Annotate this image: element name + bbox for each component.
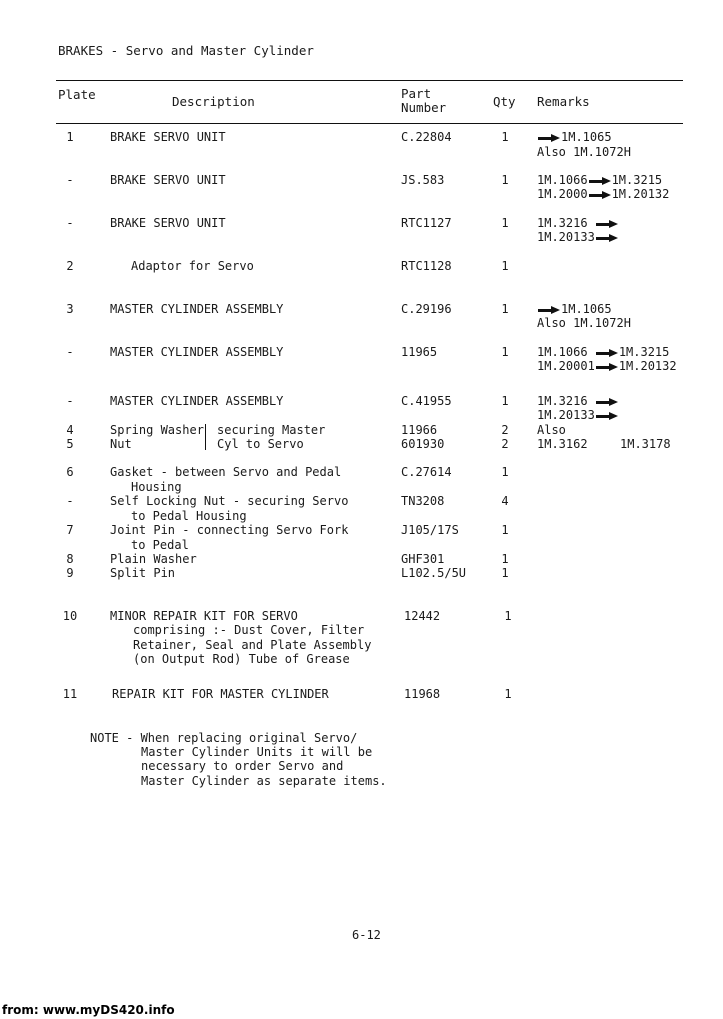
- row15-description: MINOR REPAIR KIT FOR SERVO: [110, 609, 298, 623]
- source-footer: from: www.myDS420.info: [2, 1003, 175, 1017]
- row7-plate: -: [66, 394, 74, 408]
- row9-part-number: 601930: [401, 437, 445, 451]
- arrow-right-icon: [538, 134, 560, 142]
- row5-remark-from: 1M.1065: [561, 302, 612, 316]
- row6-remark2-to: 1M.20132: [618, 359, 677, 373]
- arrow-right-icon: [596, 220, 618, 228]
- row11-description-line2: to Pedal Housing: [131, 509, 247, 523]
- header-part-line1: Part: [401, 86, 432, 101]
- row3-remarks-line2: [537, 230, 619, 245]
- row12-description-line2: to Pedal: [131, 538, 189, 552]
- row7-remark2-from: 1M.20133: [537, 408, 595, 422]
- row12-plate: 7: [66, 523, 74, 537]
- row10-description: Gasket - between Servo and Pedal: [110, 465, 342, 479]
- row6-remarks-line1: [537, 345, 669, 360]
- row3-part-number: RTC1127: [401, 216, 452, 230]
- row6-remark-from: 1M.1066: [537, 345, 588, 359]
- row12-qty: 1: [501, 523, 509, 537]
- row5-qty: 1: [501, 302, 509, 316]
- row9-description: Nut: [110, 437, 132, 451]
- page-title: BRAKES - Servo and Master Cylinder: [58, 43, 314, 58]
- row5-remarks-line1: [537, 302, 612, 317]
- row3-remarks-line1: [537, 216, 619, 231]
- arrow-right-icon: [589, 191, 611, 199]
- header-plate: Plate: [58, 87, 96, 102]
- row5-remarks-line2: Also 1M.1072H: [537, 316, 631, 330]
- row8-description-b: securing Master: [217, 423, 326, 437]
- row13-qty: 1: [501, 552, 509, 566]
- row2-remark-to: 1M.3215: [611, 173, 663, 187]
- header-remarks: Remarks: [537, 94, 590, 109]
- row12-part-number: J105/17S: [401, 523, 459, 537]
- arrow-right-icon: [596, 398, 618, 406]
- row4-qty: 1: [501, 259, 509, 273]
- row14-plate: 9: [66, 566, 74, 580]
- row2-qty: 1: [501, 173, 509, 187]
- row2-description: BRAKE SERVO UNIT: [110, 173, 226, 187]
- arrow-right-icon: [596, 234, 618, 242]
- arrow-right-icon: [589, 177, 611, 185]
- row8-description: Spring Washer: [110, 423, 204, 437]
- row2-plate: -: [66, 173, 74, 187]
- row5-part-number: C.29196: [401, 302, 452, 316]
- arrow-right-icon: [596, 349, 618, 357]
- row10-part-number: C.27614: [401, 465, 452, 479]
- row5-description: MASTER CYLINDER ASSEMBLY: [110, 302, 284, 316]
- row6-plate: -: [66, 345, 74, 359]
- row9-plate: 5: [66, 437, 74, 451]
- row3-plate: -: [66, 216, 74, 230]
- row2-remarks-line2: [537, 187, 669, 202]
- row16-description: REPAIR KIT FOR MASTER CYLINDER: [112, 687, 329, 701]
- row7-remarks-line1: [537, 394, 619, 409]
- row2-part-number: JS.583: [401, 173, 445, 187]
- page-number: 6-12: [352, 928, 381, 942]
- row7-remark-from: 1M.3216: [537, 394, 588, 408]
- row4-description: Adaptor for Servo: [131, 259, 254, 273]
- row3-qty: 1: [501, 216, 509, 230]
- row7-description: MASTER CYLINDER ASSEMBLY: [110, 394, 284, 408]
- row16-part-number: 11968: [404, 687, 441, 701]
- row16-qty: 1: [504, 687, 512, 701]
- arrow-right-icon: [596, 363, 618, 371]
- header-qty: Qty: [493, 94, 516, 109]
- row7-qty: 1: [501, 394, 509, 408]
- row6-qty: 1: [501, 345, 509, 359]
- row8-plate: 4: [66, 423, 74, 437]
- row3-description: BRAKE SERVO UNIT: [110, 216, 226, 230]
- row14-part-number: L102.5/5U: [401, 566, 467, 580]
- bracket-divider: [205, 424, 206, 450]
- arrow-right-icon: [596, 412, 618, 420]
- row12-description: Joint Pin - connecting Servo Fork: [110, 523, 349, 537]
- row13-plate: 8: [66, 552, 74, 566]
- row6-remarks-line2: [537, 359, 677, 374]
- row2-remarks-line1: [537, 173, 662, 188]
- row10-qty: 1: [501, 465, 509, 479]
- note-line1: NOTE - When replacing original Servo/: [90, 731, 358, 745]
- row10-plate: 6: [66, 465, 74, 479]
- row8-part-number: 11966: [401, 423, 438, 437]
- row4-plate: 2: [66, 259, 74, 273]
- row14-description: Split Pin: [110, 566, 176, 580]
- header-description: Description: [172, 94, 255, 109]
- row6-description: MASTER CYLINDER ASSEMBLY: [110, 345, 284, 359]
- row14-qty: 1: [501, 566, 509, 580]
- row15-plate: 10: [62, 609, 78, 623]
- row11-part-number: TN3208: [401, 494, 445, 508]
- row15-qty: 1: [504, 609, 512, 623]
- row13-description: Plain Washer: [110, 552, 197, 566]
- row8-qty: 2: [501, 423, 509, 437]
- row7-remarks-line2: [537, 408, 619, 423]
- row9-description-b: Cyl to Servo: [217, 437, 304, 451]
- note-line4: Master Cylinder as separate items.: [141, 774, 387, 788]
- row11-description: Self Locking Nut - securing Servo: [110, 494, 349, 508]
- row2-remark2-to: 1M.20132: [611, 187, 670, 201]
- note-line3: necessary to order Servo and: [141, 759, 344, 773]
- row15-description-line4: (on Output Rod) Tube of Grease: [133, 652, 350, 666]
- arrow-right-icon: [538, 306, 560, 314]
- row3-remark-from: 1M.3216: [537, 216, 588, 230]
- row1-remark-from: 1M.1065: [561, 130, 612, 144]
- row7-part-number: C.41955: [401, 394, 452, 408]
- header-part-line2: Number: [401, 100, 447, 115]
- row11-plate: -: [66, 494, 74, 508]
- row1-remarks-line2: Also 1M.1072H: [537, 145, 631, 159]
- row6-remark-to: 1M.3215: [618, 345, 670, 359]
- row9-remarks-to: 1M.3178: [620, 437, 671, 451]
- row1-description: BRAKE SERVO UNIT: [110, 130, 226, 144]
- row13-part-number: GHF301: [401, 552, 445, 566]
- row11-qty: 4: [501, 494, 509, 508]
- row15-part-number: 12442: [404, 609, 441, 623]
- header-bottom-rule: [56, 123, 683, 124]
- row4-part-number: RTC1128: [401, 259, 452, 273]
- row1-part-number: C.22804: [401, 130, 452, 144]
- row1-plate: 1: [66, 130, 74, 144]
- row8-remarks: Also: [537, 423, 566, 437]
- row1-remarks-line1: [537, 130, 612, 145]
- row2-remark2-from: 1M.2000: [537, 187, 588, 201]
- row2-remark-from: 1M.1066: [537, 173, 588, 187]
- row3-remark2-from: 1M.20133: [537, 230, 595, 244]
- row9-remarks-from: 1M.3162: [537, 437, 588, 451]
- row1-qty: 1: [501, 130, 509, 144]
- row15-description-line2: comprising :- Dust Cover, Filter: [133, 623, 365, 637]
- row9-qty: 2: [501, 437, 509, 451]
- row15-description-line3: Retainer, Seal and Plate Assembly: [133, 638, 372, 652]
- row6-part-number: 11965: [401, 345, 438, 359]
- header-top-rule: [56, 80, 683, 81]
- note-line2: Master Cylinder Units it will be: [141, 745, 373, 759]
- row16-plate: 11: [62, 687, 78, 701]
- row5-plate: 3: [66, 302, 74, 316]
- row10-description-line2: Housing: [131, 480, 182, 494]
- row6-remark2-from: 1M.20001: [537, 359, 595, 373]
